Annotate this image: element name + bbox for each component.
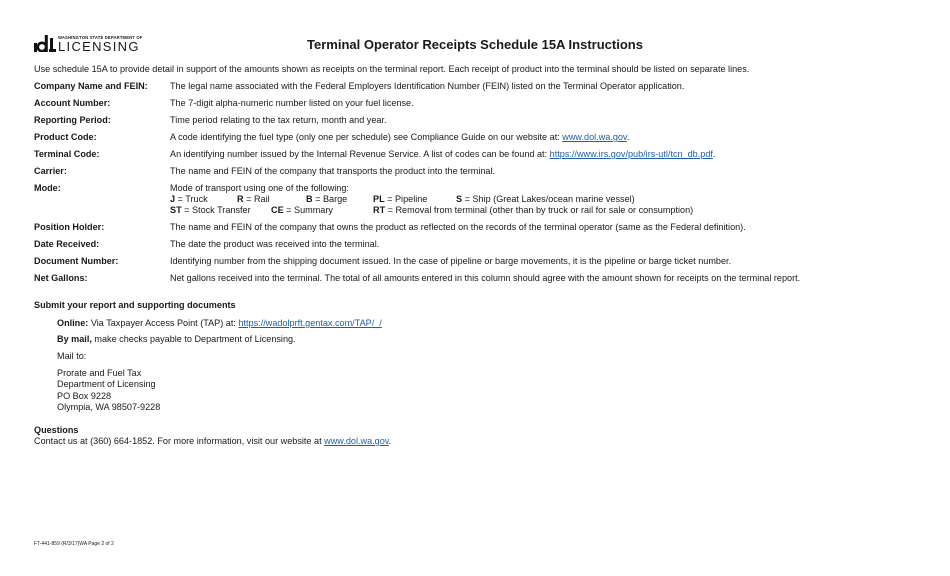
field-text: The name and FEIN of the company that owns the product as reflected on the records of the terminal operator (same as the Federal definition). [170,222,746,232]
field-label: Product Code: [34,132,97,142]
form-footer: FT-441-859 (R/3/17)WA Page 2 of 2 [34,541,114,547]
field-text: The date the product was received into the terminal. [170,239,380,249]
dol-website-link[interactable]: www.dol.wa.gov [562,132,627,142]
mode-code: S = Ship (Great Lakes/ocean marine vessel) [456,194,635,204]
field-label: Date Received: [34,239,100,249]
address-line: Olympia, WA 98507-9228 [57,401,161,412]
field-text: An identifying number issued by the Internal Revenue Service. A list of codes can be found at: https://www.irs.gov/pub/irs-utl/tcn_db.pdf. [170,149,716,159]
field-label: Company Name and FEIN: [34,81,148,91]
online-instructions: Online: Via Taxpayer Access Point (TAP) at: https://wadolprft.gentax.com/TAP/_/ [57,318,382,328]
field-label: Reporting Period: [34,115,111,125]
mode-code: CE = Summary [271,205,333,215]
mode-code: J = Truck [170,194,208,204]
field-label: Account Number: [34,98,111,108]
field-text: Time period relating to the tax return, month and year. [170,115,387,125]
field-label: Mode: [34,183,61,193]
field-text: A code identifying the fuel type (only one per schedule) see Compliance Guide on our website at: www.dol.wa.gov. [170,132,630,142]
intro-text: Use schedule 15A to provide detail in support of the amounts shown as receipts on the terminal report. Each receipt of product into the terminal should be listed on separate lines. [34,64,750,74]
field-label: Net Gallons: [34,273,88,283]
logo-licensing-text: LICENSING [58,39,140,54]
mailing-address [57,368,160,413]
address-line: Department of Licensing [57,379,156,390]
logo-agency-text: WASHINGTON STATE DEPARTMENT OF [58,35,143,40]
field-text: Net gallons received into the terminal. The total of all amounts entered in this column should agree with the amount shown for receipts on the terminal report. [170,273,801,283]
page-title: Terminal Operator Receipts Schedule 15A Instructions [307,37,643,52]
field-text: The name and FEIN of the company that transports the product into the terminal. [170,166,496,176]
submit-heading: Submit your report and supporting documents [34,300,236,310]
field-text: The 7-digit alpha-numeric number listed on your fuel license. [170,98,414,108]
mail-to-label: Mail to: [57,351,87,361]
field-text: Identifying number from the shipping document issued. In the case of pipeline or barge movements, it is the pipeline or barge ticket number. [170,256,732,266]
field-label: Terminal Code: [34,149,100,159]
mode-code: PL = Pipeline [373,194,428,204]
mode-code: ST = Stock Transfer [170,205,251,215]
address-line: PO Box 9228 [57,390,112,401]
tap-link[interactable]: https://wadolprft.gentax.com/TAP/_/ [238,318,382,328]
field-text: Mode of transport using one of the following: [170,183,349,193]
dol-website-link[interactable]: www.dol.wa.gov [324,436,389,446]
field-label: Carrier: [34,166,67,176]
mode-code: B = Barge [306,194,348,204]
mode-code: R = Rail [237,194,270,204]
address-line: Prorate and Fuel Tax [57,368,142,378]
irs-tcn-link[interactable]: https://www.irs.gov/pub/irs-utl/tcn_db.pdf [549,149,713,159]
field-label: Position Holder: [34,222,105,232]
mode-code: RT = Removal from terminal (other than by truck or rail for sale or consumption) [373,205,694,215]
field-label: Document Number: [34,256,119,266]
contact-text: Contact us at (360) 664-1852. For more information, visit our website at www.dol.wa.gov. [34,436,392,446]
mail-instructions: By mail, make checks payable to Department of Licensing. [57,334,296,344]
questions-heading: Questions [34,425,79,435]
field-text: The legal name associated with the Federal Employers Identification Number (FEIN) listed on the Terminal Operator application. [170,81,685,91]
